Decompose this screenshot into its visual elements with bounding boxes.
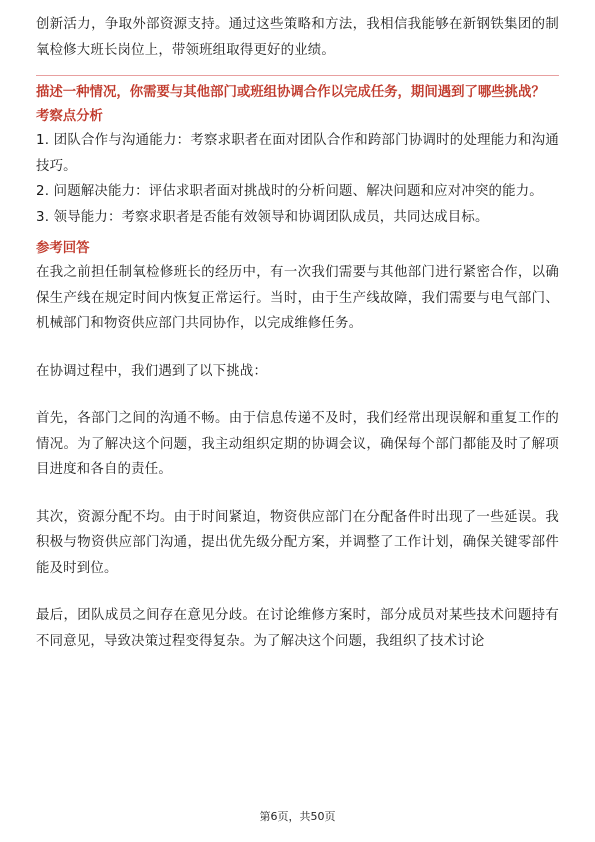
question-heading: 描述一种情况，你需要与其他部门或班组协调合作以完成任务，期间遇到了哪些挑战？ [36,85,545,100]
answer-paragraph: 最后，团队成员之间存在意见分歧。在讨论维修方案时，部分成员对某些技术问题持有不同意见，导致决策过程变得复杂。为了解决这个问题，我组织了技术讨论 [36,608,559,649]
answer-paragraph: 在协调过程中，我们遇到了以下挑战： [36,363,268,379]
answer-paragraph: 其次，资源分配不均。由于时间紧迫，物资供应部门在分配备件时出现了一些延误。我积极与物资供应部门沟通，提出优先级分配方案，并调整了工作计划，确保关键零部件能及时到位。 [36,509,559,576]
document-page [36,0,559,842]
answer-title: 参考回答 [36,241,90,256]
page-number: 第6页，共50页 [259,810,336,823]
analysis-item-1: 1. 团队合作与沟通能力：考察求职者在面对团队合作和跨部门协调时的处理能力和沟通技巧。 [36,133,559,174]
intro-paragraph: 创新活力，争取外部资源支持。通过这些策略和方法，我相信我能够在新钢铁集团的制氧检修大班长岗位上，带领班组取得更好的业绩。 [36,17,559,58]
analysis-item-2: 2. 问题解决能力：评估求职者面对挑战时的分析问题、解决问题和应对冲突的能力。 [36,184,543,199]
answer-paragraph: 首先，各部门之间的沟通不畅。由于信息传递不及时，我们经常出现误解和重复工作的情况。为了解决这个问题，我主动组织定期的协调会议，确保每个部门都能及时了解项目进度和各自的责任。 [36,411,559,477]
analysis-item-3: 3. 领导能力：考察求职者是否能有效领导和协调团队成员，共同达成目标。 [36,209,489,225]
analysis-title: 考察点分析 [36,109,103,124]
answer-paragraph: 在我之前担任制氧检修班长的经历中，有一次我们需要与其他部门进行紧密合作，以确保生产线在规定时间内恢复正常运行。当时，由于生产线故障，我们需要与电气部门、机械部门和物资供应部门共同协作，以完成维修任务。 [36,265,559,331]
section-divider [36,75,559,76]
